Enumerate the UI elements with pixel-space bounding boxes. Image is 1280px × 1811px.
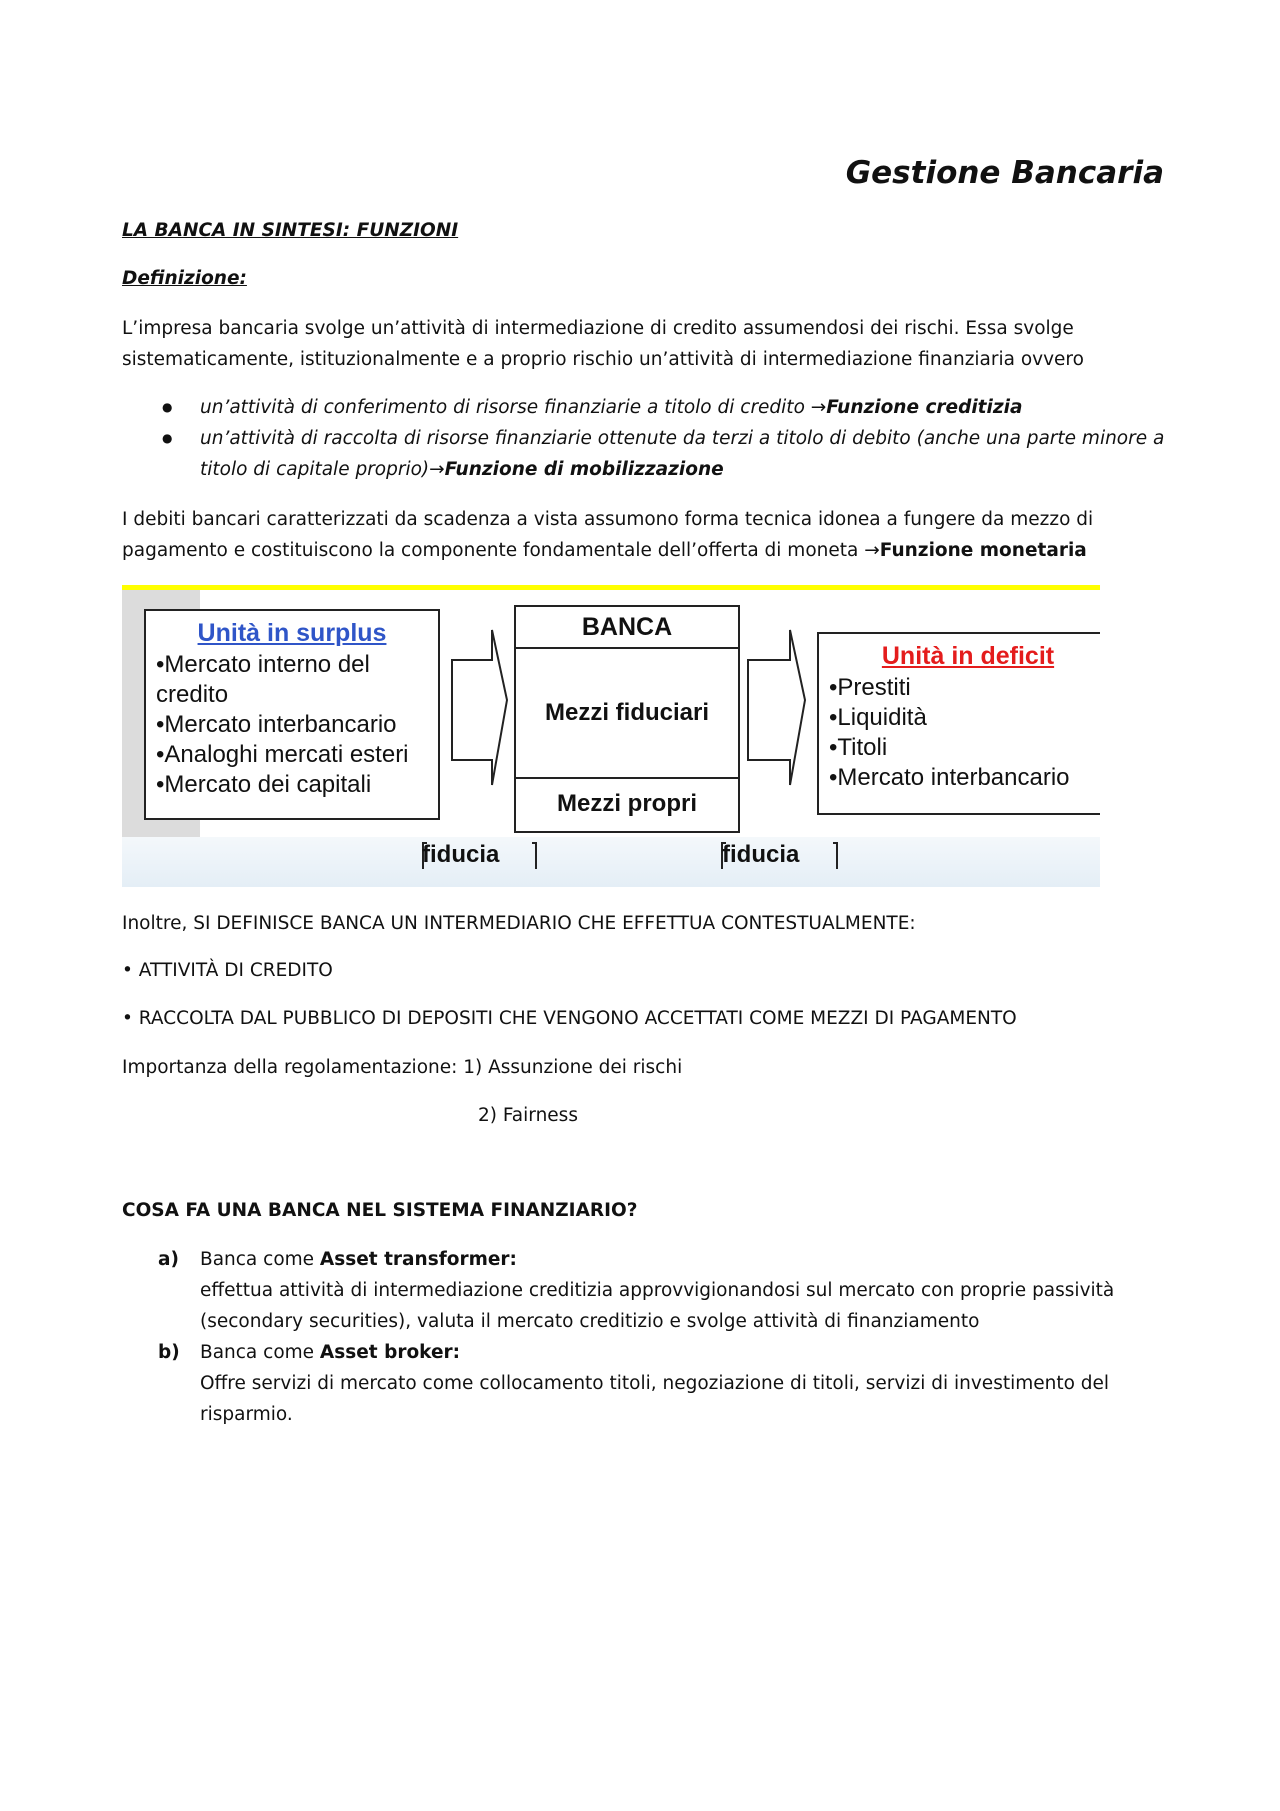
arrow-icon: → xyxy=(810,397,827,418)
paragraph-intro: L’impresa bancaria svolge un’attività di intermediazione di credito assumendosi dei rischi. Essa svolge sistematicamente, istituzionalmente e a proprio rischio un’attività di intermediazione finanziaria ovvero xyxy=(122,318,1084,370)
paragraph-regolamentazione: Importanza della regolamentazione: 1) Assunzione dei rischi xyxy=(122,1057,683,1078)
document-title: Gestione Bancaria xyxy=(845,155,1164,191)
bullet-item-mobilizzazione xyxy=(122,423,1172,485)
surplus-heading: Unità in surplus xyxy=(197,619,387,647)
list-item-detail: Offre servizi di mercato come collocamento titoli, negoziazione di titoli, servizi di investimento del risparmio. xyxy=(200,1373,1110,1425)
paragraph-raccolta-depositi: • RACCOLTA DAL PUBBLICO DI DEPOSITI CHE VENGONO ACCETTATI COME MEZZI DI PAGAMENTO xyxy=(122,1008,1017,1029)
deficit-item: •Liquidità xyxy=(829,704,927,731)
fiducia-label-left: fiducia xyxy=(422,841,500,868)
deficit-item: •Prestiti xyxy=(829,674,911,701)
bank-fiduciary-funds: Mezzi fiduciari xyxy=(516,649,738,779)
paragraph-fairness: 2) Fairness xyxy=(478,1105,578,1126)
bank-box xyxy=(514,605,740,833)
list-item-asset-broker xyxy=(122,1337,1172,1430)
surplus-item: •Mercato dei capitali xyxy=(156,771,372,798)
fiducia-bracket-left-close-icon xyxy=(532,843,536,869)
fiducia-bracket-right-close-icon xyxy=(833,843,837,869)
bank-title: BANCA xyxy=(516,607,738,649)
bullet-text: un’attività di raccolta di risorse finanziarie ottenute da terzi a titolo di debito (anche una parte minore a titolo di capitale proprio) xyxy=(200,428,1165,480)
list-item-bold: Asset transformer: xyxy=(319,1249,517,1270)
bullet-function-name: Funzione di mobilizzazione xyxy=(444,459,724,480)
surplus-item: •Analoghi mercati esteri xyxy=(156,741,409,768)
arrow-icon: → xyxy=(864,540,880,561)
flow-arrow-left-icon xyxy=(452,630,507,785)
surplus-item: •Mercato interno del credito xyxy=(156,651,370,708)
definition-heading: Definizione: xyxy=(122,268,247,289)
paragraph-text: I debiti bancari caratterizzati da scadenza a vista assumono forma tecnica idonea a fungere da mezzo di pagamento e costituiscono la componente fondamentale dell’offerta di moneta xyxy=(122,509,1094,561)
deficit-item: •Titoli xyxy=(829,734,888,761)
bank-own-funds: Mezzi propri xyxy=(556,790,697,817)
function-name-monetaria: Funzione monetaria xyxy=(879,540,1087,561)
section-heading-funzioni: LA BANCA IN SINTESI: FUNZIONI xyxy=(122,220,459,241)
list-item-bold: Asset broker: xyxy=(319,1342,461,1363)
list-item-title xyxy=(200,1244,1172,1275)
list-item-asset-transformer xyxy=(122,1244,1172,1337)
list-item-intro: Banca come xyxy=(200,1342,320,1363)
list-item-title xyxy=(200,1337,1172,1368)
deficit-heading: Unità in deficit xyxy=(881,642,1055,670)
fiducia-label-right: fiducia xyxy=(722,841,800,868)
bullet-function-name: Funzione creditizia xyxy=(826,397,1023,418)
deficit-units-box xyxy=(817,632,1100,815)
list-marker: a) xyxy=(158,1249,179,1270)
surplus-item: •Mercato interbancario xyxy=(156,711,397,738)
flow-arrow-right-icon xyxy=(748,630,805,785)
list-item-detail: effettua attività di intermediazione creditizia approvvigionandosi sul mercato con proprie passività (secondary securities), valuta il mercato creditizio e svolge attività di finanziamento xyxy=(200,1280,1115,1332)
section-heading-sistema-finanziario: COSA FA UNA BANCA NEL SISTEMA FINANZIARIO? xyxy=(122,1200,638,1221)
bullet-item-creditizia xyxy=(122,392,1172,423)
paragraph-attivita-credito: • ATTIVITÀ DI CREDITO xyxy=(122,960,333,981)
paragraph-monetaria xyxy=(122,504,1172,566)
list-item-intro: Banca come xyxy=(200,1249,320,1270)
bank-intermediation-diagram xyxy=(122,585,1100,887)
arrow-icon: → xyxy=(429,459,445,480)
paragraph-definizione-banca: Inoltre, SI DEFINISCE BANCA UN INTERMEDIARIO CHE EFFETTUA CONTESTUALMENTE: xyxy=(122,913,916,934)
bullet-text: un’attività di conferimento di risorse finanziarie a titolo di credito xyxy=(200,397,811,418)
deficit-item: •Mercato interbancario xyxy=(829,764,1070,791)
bank-roles-list xyxy=(122,1244,1172,1430)
functions-bullet-list xyxy=(122,392,1172,485)
list-marker: b) xyxy=(158,1342,180,1363)
